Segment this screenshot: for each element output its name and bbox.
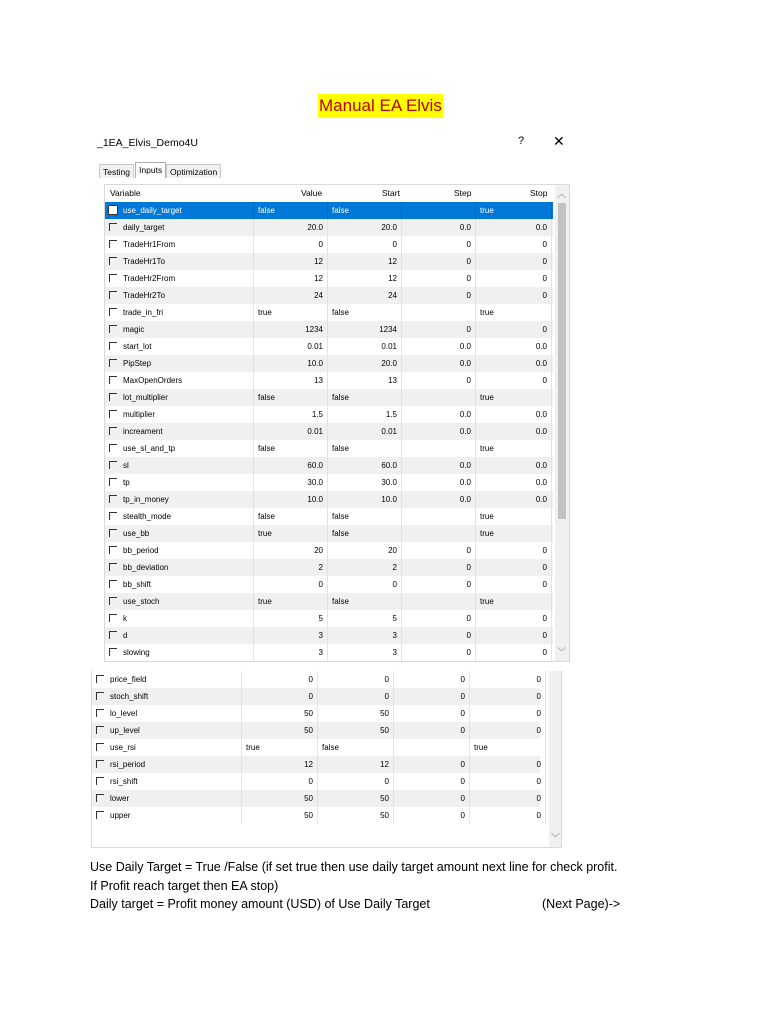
cell-start[interactable]: 30.0: [328, 474, 402, 491]
tab-inputs[interactable]: Inputs: [135, 162, 166, 178]
cell-step[interactable]: 0.0: [402, 423, 476, 440]
row-checkbox[interactable]: [109, 478, 117, 486]
table-row[interactable]: [105, 287, 553, 304]
cell-value[interactable]: 60.0: [254, 457, 328, 474]
table-row[interactable]: [105, 644, 553, 661]
row-checkbox[interactable]: [109, 427, 117, 435]
cell-step[interactable]: 0: [402, 644, 476, 661]
row-checkbox[interactable]: [109, 410, 117, 418]
cell-stop[interactable]: true: [476, 593, 552, 610]
cell-stop[interactable]: 0.0: [476, 491, 552, 508]
cell-variable: use_stoch: [119, 593, 254, 610]
cell-stop[interactable]: 0: [470, 790, 546, 807]
cell-stop[interactable]: 0.0: [476, 457, 552, 474]
cell-value[interactable]: false: [254, 202, 328, 219]
cell-stop[interactable]: 0: [470, 807, 546, 824]
cell-start[interactable]: 0: [328, 236, 402, 253]
cell-step[interactable]: 0: [394, 722, 470, 739]
cell-variable: TradeHr1From: [119, 236, 254, 253]
cell-step[interactable]: 0: [402, 321, 476, 338]
cell-stop[interactable]: true: [476, 440, 552, 457]
cell-variable: k: [119, 610, 254, 627]
cell-value[interactable]: false: [254, 440, 328, 457]
row-checkbox[interactable]: [96, 726, 104, 734]
cell-step[interactable]: 0: [394, 807, 470, 824]
cell-value[interactable]: 0.01: [254, 423, 328, 440]
document-title: Manual EA Elvis: [318, 94, 443, 118]
cell-stop[interactable]: 0.0: [476, 406, 552, 423]
cell-step[interactable]: 0: [402, 610, 476, 627]
cell-variable: stealth_mode: [119, 508, 254, 525]
cell-start[interactable]: 50: [318, 722, 394, 739]
notes: [90, 858, 690, 914]
cell-start[interactable]: 20.0: [328, 219, 402, 236]
cell-variable: stoch_shift: [106, 688, 242, 705]
row-checkbox[interactable]: [109, 597, 117, 605]
cell-value[interactable]: 10.0: [254, 355, 328, 372]
cell-stop[interactable]: 0: [476, 270, 552, 287]
cell-stop[interactable]: 0: [476, 559, 552, 576]
dialog-title: _1EA_Elvis_Demo4U: [97, 137, 198, 149]
cell-value[interactable]: 0: [254, 236, 328, 253]
next-page-link[interactable]: (Next Page)->: [542, 897, 621, 911]
cell-start[interactable]: 0.01: [328, 423, 402, 440]
cell-step[interactable]: 0.0: [402, 355, 476, 372]
cell-start[interactable]: 0.01: [328, 338, 402, 355]
cell-variable: magic: [119, 321, 254, 338]
cell-value[interactable]: 0: [254, 576, 328, 593]
cell-stop[interactable]: 0: [470, 671, 546, 688]
row-checkbox[interactable]: [109, 512, 117, 520]
table-row[interactable]: [105, 355, 553, 372]
table-row[interactable]: [92, 790, 540, 807]
cell-step[interactable]: 0: [394, 773, 470, 790]
cell-start[interactable]: 1.5: [328, 406, 402, 423]
cell-variable: d: [119, 627, 254, 644]
cell-variable: TradeHr1To: [119, 253, 254, 270]
cell-variable: rsi_period: [106, 756, 242, 773]
cell-start[interactable]: 0: [328, 576, 402, 593]
cell-step[interactable]: 0.0: [402, 219, 476, 236]
cell-start[interactable]: 1234: [328, 321, 402, 338]
cell-variable: tp_in_money: [119, 491, 254, 508]
cell-start[interactable]: 20.0: [328, 355, 402, 372]
cell-start[interactable]: 12: [328, 253, 402, 270]
vertical-scrollbar-continued[interactable]: [549, 671, 561, 847]
cell-stop[interactable]: 0: [470, 722, 546, 739]
cell-value[interactable]: true: [242, 739, 318, 756]
cell-value[interactable]: 0: [242, 773, 318, 790]
table-row[interactable]: [92, 756, 540, 773]
cell-start[interactable]: 3: [328, 644, 402, 661]
row-checkbox[interactable]: [109, 223, 117, 231]
cell-variable: slowing: [119, 644, 254, 661]
cell-stop[interactable]: 0: [476, 321, 552, 338]
cell-value[interactable]: 50: [242, 705, 318, 722]
cell-value[interactable]: 1234: [254, 321, 328, 338]
cell-stop[interactable]: 0.0: [476, 338, 552, 355]
cell-stop[interactable]: true: [476, 389, 552, 406]
table-row[interactable]: [105, 593, 553, 610]
cell-value[interactable]: 20.0: [254, 219, 328, 236]
row-checkbox[interactable]: [109, 631, 117, 639]
cell-value[interactable]: 10.0: [254, 491, 328, 508]
row-checkbox[interactable]: [96, 811, 104, 819]
table-row[interactable]: [92, 671, 540, 688]
row-checkbox[interactable]: [109, 359, 117, 367]
row-checkbox[interactable]: [109, 308, 117, 316]
cell-value[interactable]: 0: [242, 688, 318, 705]
cell-value[interactable]: 50: [242, 807, 318, 824]
cell-start[interactable]: 12: [328, 270, 402, 287]
cell-variable: use_sl_and_tp: [119, 440, 254, 457]
cell-step[interactable]: [402, 389, 476, 406]
row-checkbox[interactable]: [96, 794, 104, 802]
tab-optimization[interactable]: Optimization: [166, 164, 221, 178]
cell-step[interactable]: 0.0: [402, 457, 476, 474]
cell-variable: MaxOpenOrders: [119, 372, 254, 389]
table-row[interactable]: [92, 739, 540, 756]
row-checkbox[interactable]: [96, 743, 104, 751]
cell-step[interactable]: 0: [394, 705, 470, 722]
cell-value[interactable]: 12: [242, 756, 318, 773]
row-checkbox[interactable]: [109, 206, 117, 214]
column-header-value[interactable]: Value: [301, 188, 323, 198]
cell-value[interactable]: 20: [254, 542, 328, 559]
cell-step[interactable]: 0: [402, 270, 476, 287]
cell-variable: lower: [106, 790, 242, 807]
cell-stop[interactable]: 0.0: [476, 423, 552, 440]
cell-start[interactable]: false: [328, 508, 402, 525]
cell-stop[interactable]: 0: [476, 287, 552, 304]
table-row[interactable]: [105, 474, 553, 491]
cell-stop[interactable]: 0: [470, 756, 546, 773]
cell-variable: use_rsi: [106, 739, 242, 756]
cell-variable: upper: [106, 807, 242, 824]
note-line-3-text: Daily target = Profit money amount (USD) of Use Daily Target: [90, 897, 430, 911]
cell-start[interactable]: 60.0: [328, 457, 402, 474]
column-header-start[interactable]: Start: [382, 188, 400, 198]
scroll-down-icon[interactable]: ﹀: [557, 647, 567, 657]
cell-step[interactable]: 0.0: [402, 338, 476, 355]
cell-variable: price_field: [106, 671, 242, 688]
cell-start[interactable]: 10.0: [328, 491, 402, 508]
row-checkbox[interactable]: [109, 529, 117, 537]
cell-value[interactable]: 12: [254, 270, 328, 287]
column-header-variable[interactable]: Variable: [110, 188, 141, 198]
cell-stop[interactable]: 0: [470, 688, 546, 705]
cell-start[interactable]: false: [328, 202, 402, 219]
cell-step[interactable]: 0.0: [402, 406, 476, 423]
table-row[interactable]: [105, 202, 553, 219]
cell-step[interactable]: [402, 525, 476, 542]
cell-variable: start_lot: [119, 338, 254, 355]
cell-value[interactable]: false: [254, 389, 328, 406]
cell-start[interactable]: 0: [318, 773, 394, 790]
row-checkbox[interactable]: [109, 461, 117, 469]
cell-step[interactable]: [402, 508, 476, 525]
row-checkbox[interactable]: [96, 709, 104, 717]
cell-start[interactable]: false: [328, 525, 402, 542]
table-row[interactable]: [105, 372, 553, 389]
cell-step[interactable]: 0: [402, 576, 476, 593]
table-row[interactable]: [105, 338, 553, 355]
row-checkbox[interactable]: [109, 274, 117, 282]
row-checkbox[interactable]: [109, 614, 117, 622]
cell-value[interactable]: 2: [254, 559, 328, 576]
cell-stop[interactable]: 0: [476, 576, 552, 593]
cell-value[interactable]: 3: [254, 644, 328, 661]
row-checkbox[interactable]: [96, 675, 104, 683]
cell-stop[interactable]: 0: [476, 610, 552, 627]
cell-variable: tp: [119, 474, 254, 491]
cell-value[interactable]: 13: [254, 372, 328, 389]
row-checkbox[interactable]: [109, 325, 117, 333]
cell-step[interactable]: [402, 202, 476, 219]
cell-variable: rsi_shift: [106, 773, 242, 790]
cell-step[interactable]: 0: [394, 671, 470, 688]
cell-variable: PipStep: [119, 355, 254, 372]
cell-value[interactable]: true: [254, 593, 328, 610]
row-checkbox[interactable]: [109, 342, 117, 350]
cell-stop[interactable]: 0.0: [476, 219, 552, 236]
cell-step[interactable]: 0: [402, 287, 476, 304]
grid-header: [105, 185, 557, 203]
table-row[interactable]: [105, 389, 553, 406]
cell-value[interactable]: 30.0: [254, 474, 328, 491]
cell-stop[interactable]: 0: [476, 542, 552, 559]
cell-value[interactable]: 1.5: [254, 406, 328, 423]
cell-value[interactable]: 0.01: [254, 338, 328, 355]
table-row[interactable]: [105, 457, 553, 474]
table-row[interactable]: [105, 491, 553, 508]
cell-step[interactable]: 0: [402, 253, 476, 270]
cell-stop[interactable]: 0.0: [476, 474, 552, 491]
table-row[interactable]: [92, 773, 540, 790]
cell-value[interactable]: 5: [254, 610, 328, 627]
table-row[interactable]: [105, 304, 553, 321]
cell-stop[interactable]: 0: [470, 705, 546, 722]
table-row[interactable]: [105, 406, 553, 423]
cell-step[interactable]: 0.0: [402, 491, 476, 508]
row-checkbox[interactable]: [109, 580, 117, 588]
cell-variable: use_bb: [119, 525, 254, 542]
table-row[interactable]: [92, 722, 540, 739]
row-checkbox[interactable]: [109, 444, 117, 452]
cell-variable: increament: [119, 423, 254, 440]
cell-stop[interactable]: 0: [476, 236, 552, 253]
cell-value[interactable]: 50: [242, 722, 318, 739]
cell-variable: bb_deviation: [119, 559, 254, 576]
cell-start[interactable]: 2: [328, 559, 402, 576]
row-checkbox[interactable]: [109, 648, 117, 656]
cell-start[interactable]: false: [328, 440, 402, 457]
cell-variable: TradeHr2From: [119, 270, 254, 287]
cell-start[interactable]: 50: [318, 705, 394, 722]
table-row[interactable]: [105, 253, 553, 270]
cell-stop[interactable]: 0: [476, 253, 552, 270]
cell-step[interactable]: [394, 739, 470, 756]
cell-step[interactable]: 0: [394, 790, 470, 807]
scrollbar-thumb[interactable]: [558, 203, 566, 519]
cell-start[interactable]: 0: [318, 671, 394, 688]
column-header-stop[interactable]: Stop: [530, 188, 548, 198]
cell-stop[interactable]: true: [476, 525, 552, 542]
scroll-up-icon[interactable]: ︿: [557, 189, 567, 199]
cell-stop[interactable]: true: [476, 202, 552, 219]
cell-variable: sl: [119, 457, 254, 474]
cell-start[interactable]: 50: [318, 790, 394, 807]
cell-variable: multiplier: [119, 406, 254, 423]
cell-start[interactable]: false: [328, 389, 402, 406]
cell-stop[interactable]: 0.0: [476, 355, 552, 372]
cell-start[interactable]: 13: [328, 372, 402, 389]
cell-stop[interactable]: 0: [476, 627, 552, 644]
table-row[interactable]: [105, 525, 553, 542]
cell-variable: up_level: [106, 722, 242, 739]
row-checkbox[interactable]: [109, 240, 117, 248]
cell-variable: use_daily_target: [119, 202, 254, 219]
vertical-scrollbar[interactable]: [555, 185, 569, 661]
cell-step[interactable]: [402, 440, 476, 457]
note-line-2: If Profit reach target then EA stop): [90, 878, 279, 893]
row-checkbox[interactable]: [109, 257, 117, 265]
cell-value[interactable]: 24: [254, 287, 328, 304]
cell-stop[interactable]: true: [476, 304, 552, 321]
cell-value[interactable]: true: [254, 304, 328, 321]
cell-stop[interactable]: 0: [476, 372, 552, 389]
table-row[interactable]: [105, 508, 553, 525]
cell-start[interactable]: 3: [328, 627, 402, 644]
table-row[interactable]: [105, 321, 553, 338]
cell-stop[interactable]: 0: [470, 773, 546, 790]
cell-variable: lot_multiplier: [119, 389, 254, 406]
row-checkbox[interactable]: [109, 546, 117, 554]
cell-value[interactable]: 3: [254, 627, 328, 644]
cell-start[interactable]: 0: [318, 688, 394, 705]
cell-start[interactable]: false: [328, 593, 402, 610]
cell-step[interactable]: 0.0: [402, 474, 476, 491]
row-checkbox[interactable]: [109, 291, 117, 299]
cell-start[interactable]: 12: [318, 756, 394, 773]
cell-value[interactable]: 50: [242, 790, 318, 807]
table-row[interactable]: [105, 270, 553, 287]
cell-step[interactable]: 0: [402, 236, 476, 253]
help-button[interactable]: ?: [518, 135, 525, 147]
cell-stop[interactable]: true: [476, 508, 552, 525]
cell-start[interactable]: 24: [328, 287, 402, 304]
cell-variable: bb_period: [119, 542, 254, 559]
cell-value[interactable]: 0: [242, 671, 318, 688]
table-row[interactable]: [105, 423, 553, 440]
cell-start[interactable]: false: [328, 304, 402, 321]
cell-stop[interactable]: true: [470, 739, 546, 756]
table-row[interactable]: [92, 705, 540, 722]
cell-value[interactable]: false: [254, 508, 328, 525]
scroll-down-icon[interactable]: ﹀: [551, 833, 561, 843]
inputs-grid: [104, 184, 570, 662]
note-line-1: Use Daily Target = True /False (if set true then use daily target amount next line for check profit.: [90, 860, 618, 874]
cell-step[interactable]: 0: [402, 627, 476, 644]
row-checkbox[interactable]: [109, 376, 117, 384]
row-checkbox[interactable]: [109, 393, 117, 401]
table-row[interactable]: [105, 219, 553, 236]
table-row[interactable]: [105, 559, 553, 576]
table-row[interactable]: [105, 610, 553, 627]
cell-start[interactable]: 50: [318, 807, 394, 824]
table-row[interactable]: [105, 440, 553, 457]
table-row[interactable]: [92, 807, 540, 824]
cell-variable: TradeHr2To: [119, 287, 254, 304]
table-row[interactable]: [105, 236, 553, 253]
column-header-step[interactable]: Step: [454, 188, 472, 198]
table-row[interactable]: [92, 688, 540, 705]
cell-variable: trade_in_fri: [119, 304, 254, 321]
close-button[interactable]: ✕: [553, 133, 565, 149]
cell-value[interactable]: 12: [254, 253, 328, 270]
table-row[interactable]: [105, 542, 553, 559]
cell-start[interactable]: 20: [328, 542, 402, 559]
row-checkbox[interactable]: [109, 563, 117, 571]
table-row[interactable]: [105, 576, 553, 593]
cell-step[interactable]: [402, 593, 476, 610]
cell-step[interactable]: [402, 304, 476, 321]
row-checkbox[interactable]: [96, 760, 104, 768]
cell-stop[interactable]: 0: [476, 644, 552, 661]
cell-start[interactable]: false: [318, 739, 394, 756]
cell-variable: bb_shift: [119, 576, 254, 593]
cell-value[interactable]: true: [254, 525, 328, 542]
cell-step[interactable]: 0: [402, 559, 476, 576]
cell-variable: lo_level: [106, 705, 242, 722]
row-checkbox[interactable]: [96, 777, 104, 785]
row-checkbox[interactable]: [96, 692, 104, 700]
row-checkbox[interactable]: [109, 495, 117, 503]
cell-step[interactable]: 0: [402, 372, 476, 389]
cell-variable: daily_target: [119, 219, 254, 236]
table-row[interactable]: [105, 627, 553, 644]
cell-start[interactable]: 5: [328, 610, 402, 627]
note-line-3: [90, 895, 690, 914]
cell-step[interactable]: 0: [402, 542, 476, 559]
cell-step[interactable]: 0: [394, 756, 470, 773]
inputs-grid-continued: [91, 671, 562, 848]
cell-step[interactable]: 0: [394, 688, 470, 705]
tab-testing[interactable]: Testing: [99, 164, 134, 178]
